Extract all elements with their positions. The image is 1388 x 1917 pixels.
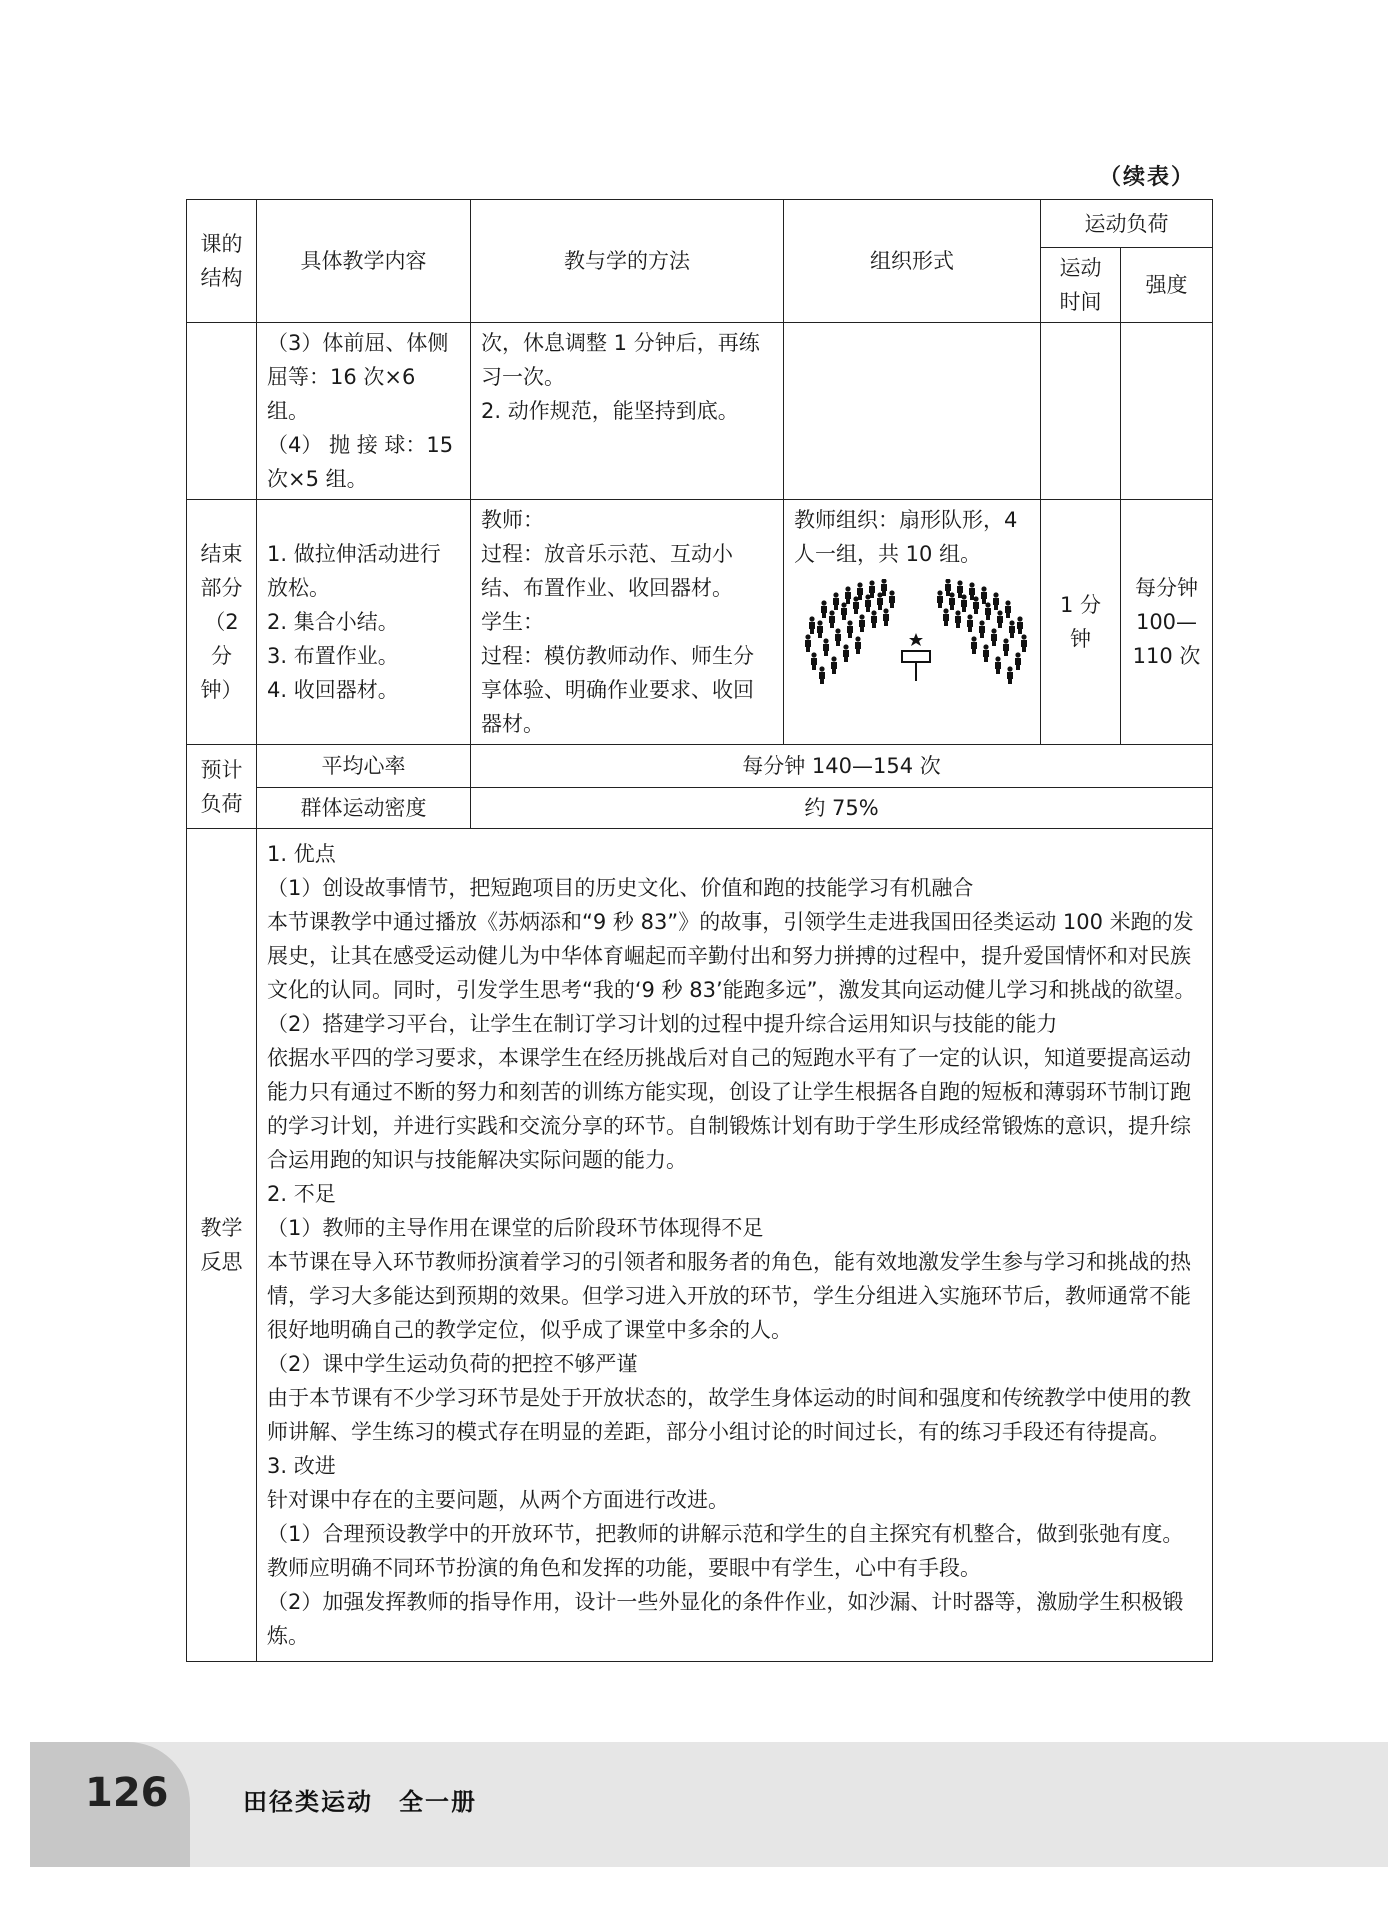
student-figure-icon — [997, 610, 1003, 628]
method-line: 过程：放音乐示范、互动小结、布置作业、收回器材。 — [481, 542, 733, 600]
header-load: 运动负荷 — [1041, 200, 1213, 248]
reflection-line: 3. 改进 — [267, 1454, 336, 1478]
header-row — [187, 200, 1213, 248]
organization-text: 教师组织：扇形队形，4 人一组，共 10 组。 — [794, 508, 1018, 566]
reflection-line: （2）加强发挥教师的指导作用，设计一些外显化的条件作业，如沙漏、计时器等，激励学生积极锻炼。 — [267, 1590, 1184, 1648]
reflection-line: 1. 优点 — [267, 842, 336, 866]
reflection-line: 本节课在导入环节教师扮演着学习的引领者和服务者的角色，能有效地激发学生参与学习和挑战的热情，学习大多能达到预期的效果。但学习进入开放的环节，学生分组进入实施环节后，教师通常不能很好地明确自己的教学定位，似乎成了课堂中多余的人。 — [267, 1250, 1191, 1342]
content-line: （3）体前屈、体侧屈等：16 次×6 组。 — [267, 331, 449, 423]
heart-rate-value: 每分钟 140—154 次 — [471, 745, 1213, 788]
student-figure-icon — [983, 644, 989, 662]
student-figure-icon — [855, 636, 861, 654]
student-figure-icon — [821, 600, 827, 618]
header-load-intensity: 强度 — [1121, 248, 1213, 323]
student-figure-icon — [871, 610, 877, 628]
reflection-line: 依据水平四的学习要求，本课学生在经历挑战后对自己的短跑水平有了一定的认识，知道要提高运动能力只有通过不断的努力和刻苦的训练方能实现，创设了让学生根据各自跑的短板和薄弱环节制订跑的学习计划，并进行实践和交流分享的环节。自制锻炼计划有助于学生形成经常锻炼的意识，提升综合运用跑的知识与技能解决实际问题的能力。 — [267, 1046, 1191, 1172]
student-figure-icon — [981, 586, 987, 604]
continued-content-cell — [257, 323, 471, 500]
ending-method-cell — [471, 500, 784, 745]
student-figure-icon — [985, 602, 991, 620]
reflection-line: （2）课中学生运动负荷的把控不够严谨 — [267, 1352, 638, 1376]
student-figure-icon — [819, 666, 825, 684]
ending-content-cell — [257, 500, 471, 745]
student-figure-icon — [1009, 620, 1015, 638]
student-figure-icon — [823, 638, 829, 656]
student-figure-icon — [877, 592, 883, 610]
student-figure-icon — [967, 614, 973, 632]
reflection-line: （1）教师的主导作用在课堂的后阶段环节体现得不足 — [267, 1216, 764, 1240]
content-line: 3. 布置作业。 — [267, 644, 399, 668]
density-value: 约 75% — [471, 788, 1213, 829]
ending-structure-cell: 结束部分（2 分钟） — [187, 500, 257, 745]
ending-organization-cell — [784, 500, 1041, 745]
header-content: 具体教学内容 — [257, 200, 471, 323]
student-figure-icon — [847, 620, 853, 638]
student-figure-icon — [973, 596, 979, 614]
reflection-structure-cell: 教学反思 — [187, 829, 257, 1662]
continued-label: （续表） — [1098, 165, 1195, 190]
header-organization: 组织形式 — [784, 200, 1041, 323]
student-figure-icon — [845, 586, 851, 604]
student-figure-icon — [883, 608, 889, 626]
student-figure-icon — [949, 592, 955, 610]
density-label: 群体运动密度 — [257, 788, 471, 829]
reflection-line: 由于本节课有不少学习环节是处于开放状态的，故学生身体运动的时间和强度和传统教学中使用的教师讲解、学生练习的模式存在明显的差距，部分小组讨论的时间过长，有的练习手段还有待提高。 — [267, 1386, 1191, 1444]
student-figure-icon — [853, 596, 859, 614]
student-figure-icon — [1017, 616, 1023, 634]
student-figure-icon — [979, 620, 985, 638]
reflection-line: 针对课中存在的主要问题，从两个方面进行改进。 — [267, 1488, 729, 1512]
reflection-cell — [257, 829, 1213, 1662]
row-heart-rate — [187, 745, 1213, 788]
student-figure-icon — [995, 656, 1001, 674]
student-figure-icon — [831, 656, 837, 674]
student-figure-icon — [955, 610, 961, 628]
reflection-line: 本节课教学中通过播放《苏炳添和“9 秒 83”》的故事，引领学生走进我国田径类运动 100 米跑的发展史，让其在感受运动健儿为中华体育崛起而辛勤付出和努力拼搏的过程中，提升爱国情怀和对民族文化的认同。同时，引发学生思考“我的‘9 秒 83’能跑多远”，激发其向运动健儿学习和挑战的欲望。 — [267, 910, 1196, 1002]
reflection-line: 2. 不足 — [267, 1182, 336, 1206]
reflection-line: （1）创设故事情节，把短跑项目的历史文化、价值和跑的技能学习有机融合 — [267, 876, 974, 900]
continued-structure-cell — [187, 323, 257, 500]
reflection-line: （1）合理预设教学中的开放环节，把教师的讲解示范和学生的自主探究有机整合，做到张弛有度。教师应明确不同环节扮演的角色和发挥的功能，要眼中有学生，心中有手段。 — [267, 1522, 1184, 1580]
row-density — [187, 788, 1213, 829]
student-figure-icon — [1003, 638, 1009, 656]
student-figure-icon — [943, 608, 949, 626]
student-figure-icon — [833, 592, 839, 610]
method-line: 次，休息调整 1 分钟后，再练习一次。 — [481, 331, 760, 389]
teacher-star-icon — [909, 633, 923, 646]
student-figure-icon — [859, 614, 865, 632]
student-figure-icon — [841, 602, 847, 620]
ending-intensity-cell: 每分钟 100—110 次 — [1121, 500, 1213, 745]
student-figure-icon — [805, 634, 811, 652]
student-figure-icon — [1005, 600, 1011, 618]
student-figure-icon — [991, 628, 997, 646]
student-figure-icon — [1015, 652, 1021, 670]
page-number: 126 — [85, 1770, 169, 1816]
method-line: 教师： — [481, 508, 544, 532]
header-load-time: 运动时间 — [1041, 248, 1121, 323]
continued-intensity-cell — [1121, 323, 1213, 500]
content-line: 2. 集合小结。 — [267, 610, 399, 634]
header-method: 教与学的方法 — [471, 200, 784, 323]
student-figure-icon — [835, 628, 841, 646]
student-figure-icon — [811, 652, 817, 670]
footer-tab — [30, 1742, 190, 1867]
reflection-line: （2）搭建学习平台，让学生在制订学习计划的过程中提升综合运用知识与技能的能力 — [267, 1012, 1058, 1036]
fan-formation-diagram — [794, 579, 1038, 729]
student-figure-icon — [865, 594, 871, 612]
continued-time-cell — [1041, 323, 1121, 500]
row-reflection — [187, 829, 1213, 1662]
student-figure-icon — [961, 594, 967, 612]
continued-method-cell — [471, 323, 784, 500]
heart-rate-label: 平均心率 — [257, 745, 471, 788]
row-ending — [187, 500, 1213, 745]
student-figure-icon — [1021, 634, 1027, 652]
student-figure-icon — [829, 610, 835, 628]
student-figure-icon — [993, 592, 999, 610]
platform-icon — [902, 651, 930, 662]
student-figure-icon — [817, 620, 823, 638]
lesson-plan-table — [186, 199, 1213, 1662]
method-line: 过程：模仿教师动作、师生分享体验、明确作业要求、收回器材。 — [481, 644, 754, 736]
student-figure-icon — [809, 616, 815, 634]
page-footer — [0, 1742, 1388, 1867]
row-continued — [187, 323, 1213, 500]
student-figure-icon — [1007, 666, 1013, 684]
student-figure-icon — [971, 636, 977, 654]
ending-time-cell: 1 分钟 — [1041, 500, 1121, 745]
content-line: （4） 抛 接 球：15 次×5 组。 — [267, 433, 454, 491]
student-figure-icon — [843, 644, 849, 662]
header-structure: 课的结构 — [187, 200, 257, 323]
content-line: 1. 做拉伸活动进行放松。 — [267, 542, 441, 600]
load-structure-cell: 预计负荷 — [187, 745, 257, 829]
book-title: 田径类运动 全一册 — [243, 1788, 477, 1816]
method-line: 学生： — [481, 610, 544, 634]
content-line: 4. 收回器材。 — [267, 678, 399, 702]
method-line: 2. 动作规范，能坚持到底。 — [481, 399, 739, 423]
student-figure-icon — [889, 590, 895, 608]
student-figure-icon — [937, 590, 943, 608]
continued-organization-cell — [784, 323, 1041, 500]
